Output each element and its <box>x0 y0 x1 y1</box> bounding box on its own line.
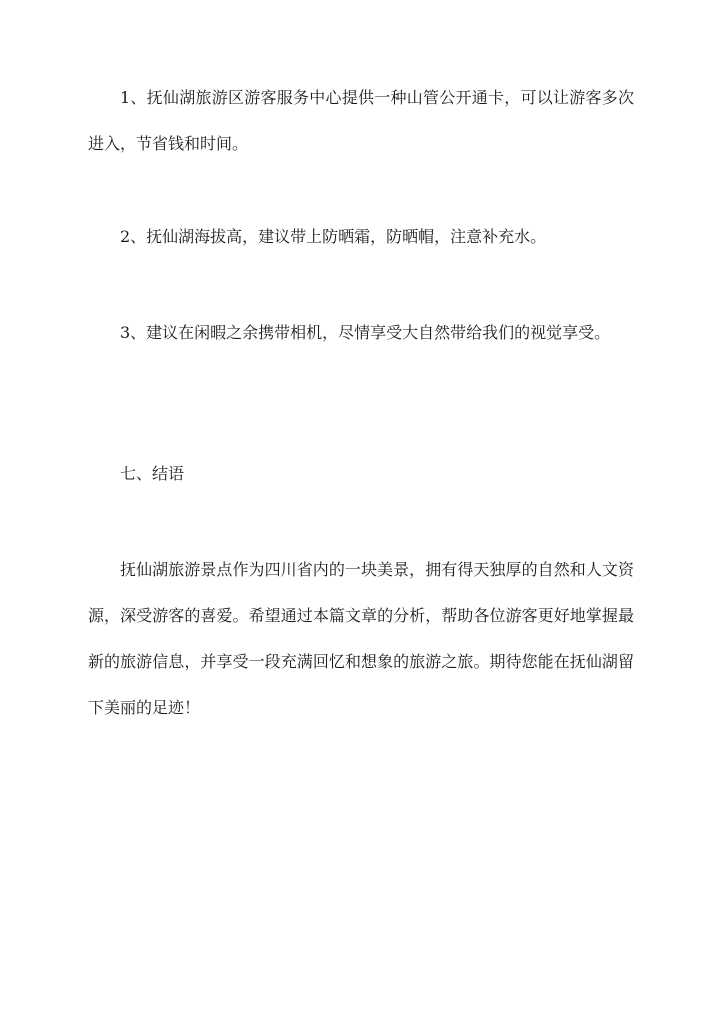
tip-paragraph-1: 1、抚仙湖旅游区游客服务中心提供一种山管公开通卡，可以让游客多次进入，节省钱和时间。 <box>88 88 634 153</box>
tip-paragraph-3: 3、建议在闲暇之余携带相机，尽情享受大自然带给我们的视觉享受。 <box>120 323 611 342</box>
conclusion-paragraph: 抚仙湖旅游景点作为四川省内的一块美景，拥有得天独厚的自然和人文资源，深受游客的喜爱。希望通过本篇文章的分析，帮助各位游客更好地掌握最新的旅游信息，并享受一段充满回忆和想象的旅游之旅。期待您能在抚仙湖留下美丽的足迹！ <box>88 560 634 717</box>
tip-paragraph-2: 2、抚仙湖海拔高，建议带上防晒霜，防晒帽，注意补充水。 <box>120 227 547 246</box>
section-heading-conclusion: 七、结语 <box>120 464 185 483</box>
